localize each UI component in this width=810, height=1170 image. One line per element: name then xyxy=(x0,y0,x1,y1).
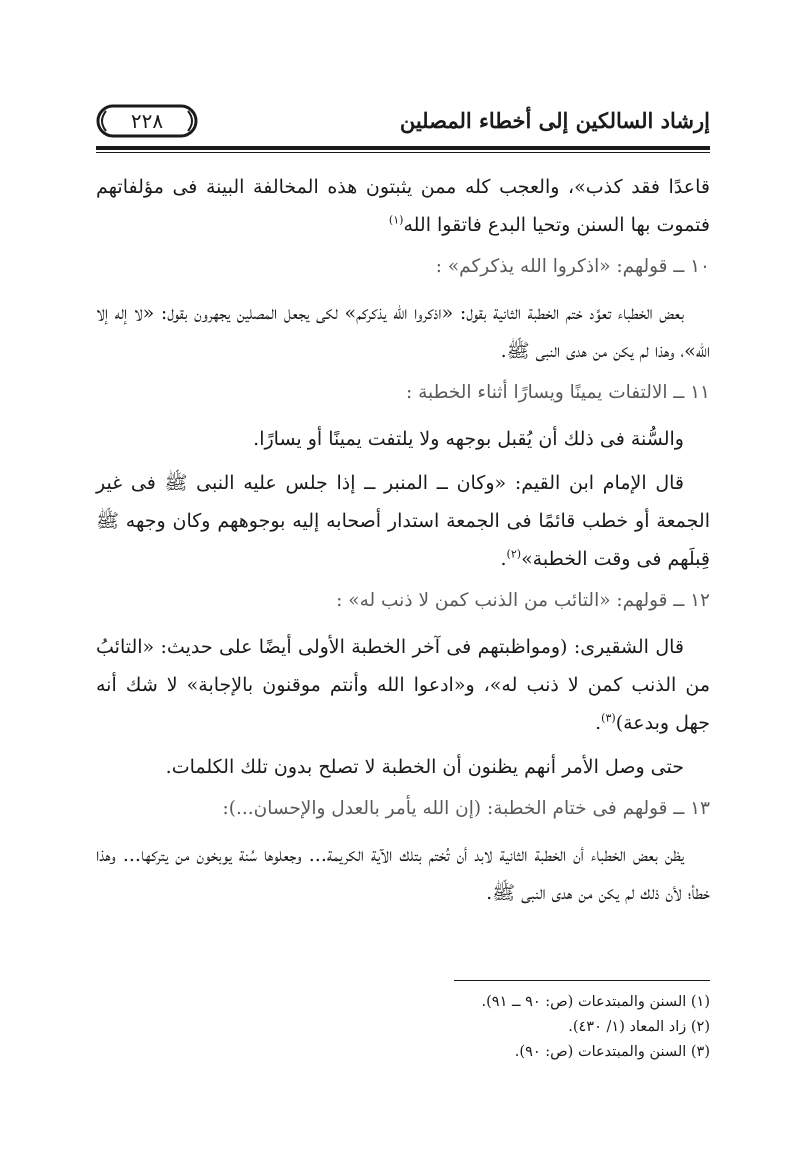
paragraph: يظن بعض الخطباء أن الخطبة الثانية لابد أن تُختم بتلك الآية الكريمة... وجعلوها سُنة يوبخون من يتركها... وهذا خطأ؛ لأن ذلك لم يكن من هدى النبى ﷺ. xyxy=(96,844,710,904)
footnote-ref: (١) xyxy=(388,213,404,227)
footnote-ref: (٣) xyxy=(601,711,616,725)
section-heading: ١٣ ــ قولهم فى ختام الخطبة: (إن الله يأمر بالعدل والإحسان...): xyxy=(222,798,710,819)
running-title: إرشاد السالكين إلى أخطاء المصلين xyxy=(399,108,710,133)
footnote: (٢) زاد المعاد (١/ ٤٣٠). xyxy=(568,1019,710,1035)
paragraph: بعض الخطباء تعوَّد ختم الخطبة الثانية بقول: «اذكروا الله يذكركم» لكى يجعل المصلين يجهرون بقول: «لا إله إلا الله»، وهذا لم يكن من هدى النبى ﷺ. xyxy=(96,302,710,362)
footnote: (١) السنن والمبتدعات (ص: ٩٠ ــ ٩١). xyxy=(481,994,710,1010)
footnote-separator xyxy=(454,980,710,981)
paragraph-end: . xyxy=(500,548,507,570)
header-rule-thick xyxy=(96,146,710,150)
section-heading: ١١ ــ الالتفات يمينًا ويسارًا أثناء الخطبة : xyxy=(406,382,710,403)
paragraph-text: قاعدًا فقد كذب»، والعجب كله ممن يثبتون هذه المخالفة البينة فى مؤلفاتهم فتموت بها السنن وتحيا البدع فاتقوا الله xyxy=(96,176,710,236)
paragraph-text: قال الإمام ابن القيم: «وكان ــ المنبر ــ إذا جلس عليه النبى ﷺ فى غير الجمعة أو خطب قائمًا فى الجمعة استدار أصحابه إليه بوجوههم وكان وجهه ﷺ قِبلَهم فى وقت الخطبة» xyxy=(96,472,710,570)
footnote: (٣) السنن والمبتدعات (ص: ٩٠). xyxy=(514,1044,710,1060)
paragraph-end: . xyxy=(595,712,602,734)
paragraph xyxy=(96,168,710,244)
paragraph-text: قال الشقيرى: (ومواظبتهم فى آخر الخطبة الأولى أيضًا على حديث: «التائبُ من الذنب كمن لا ذنب له»، و«ادعوا الله وأنتم موقنون بالإجابة» لا شك أنه جهل وبدعة) xyxy=(96,636,710,734)
page-number-badge xyxy=(96,104,198,138)
footnotes xyxy=(96,990,710,1065)
page-header xyxy=(96,100,710,144)
page-body xyxy=(96,168,710,912)
page-number: ٢٢٨ xyxy=(130,109,164,133)
header-rule-thin xyxy=(96,152,710,153)
paragraph: والسُّنة فى ذلك أن يُقبل بوجهه ولا يلتفت يمينًا أو يسارًا. xyxy=(253,428,684,450)
section-heading: ١٢ ــ قولهم: «التائب من الذنب كمن لا ذنب له» : xyxy=(336,590,710,611)
footnote-ref: (٢) xyxy=(506,547,522,561)
section-heading: ١٠ ــ قولهم: «اذكروا الله يذكركم» : xyxy=(435,256,710,277)
paragraph xyxy=(96,628,710,742)
paragraph: حتى وصل الأمر أنهم يظنون أن الخطبة لا تصلح بدون تلك الكلمات. xyxy=(165,756,684,778)
paragraph xyxy=(96,464,710,578)
